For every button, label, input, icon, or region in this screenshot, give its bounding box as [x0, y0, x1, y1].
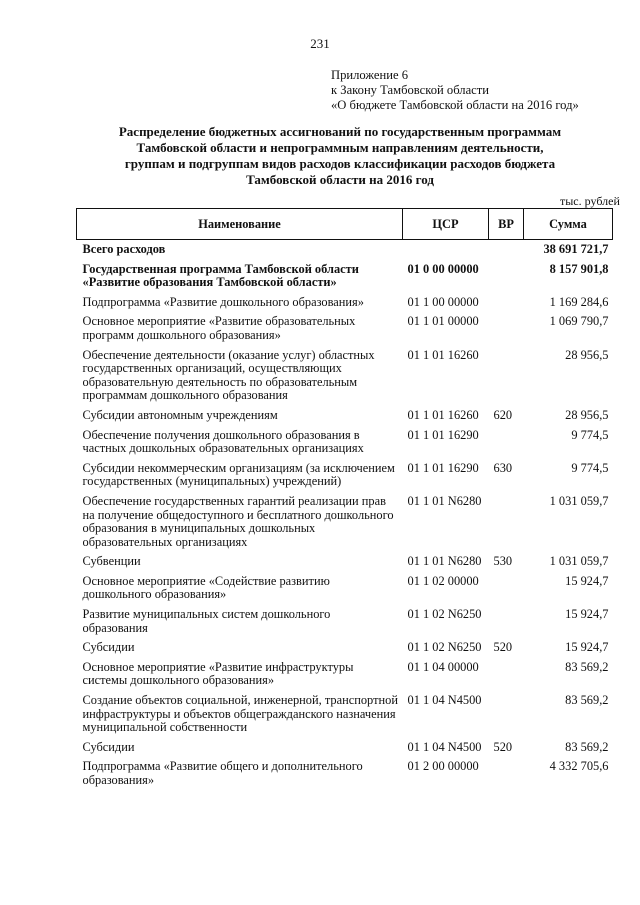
- title-line-4: Тамбовской области на 2016 год: [246, 172, 434, 187]
- row-vr: 530: [493, 554, 513, 569]
- row-sum: 8 157 901,8: [549, 261, 609, 276]
- table-row: [77, 406, 613, 426]
- row-name: Создание объектов социальной, инженерной, транспортной инфраструктуры и объектов общегражданского назначения муниципальной собственности: [82, 693, 398, 735]
- row-sum: 38 691 721,7: [543, 242, 609, 256]
- row-sum: 4 332 705,6: [549, 759, 609, 774]
- table-row: [77, 346, 613, 406]
- row-sum: 1 031 059,7: [549, 493, 609, 508]
- title-line-1: Распределение бюджетных ассигнований по государственным программам: [118, 124, 562, 139]
- row-name: Государственная программа Тамбовской области «Развитие образования Тамбовской области»: [82, 261, 359, 290]
- row-vr: 520: [493, 739, 513, 754]
- row-name: Подпрограмма «Развитие дошкольного образования»: [82, 294, 364, 309]
- annex-block: [331, 68, 579, 113]
- row-name: Обеспечение деятельности (оказание услуг) областных государственных организаций, осуществляющих образовательную деятельность по образовательным программам дошкольного образования: [82, 347, 375, 403]
- row-csr: 01 1 02 N6250: [407, 607, 482, 622]
- row-vr: 620: [493, 407, 513, 422]
- table-row: [77, 738, 613, 758]
- row-vr: [489, 260, 524, 293]
- row-csr: 01 1 01 00000: [407, 314, 479, 329]
- header-vr: ВР: [489, 209, 524, 240]
- row-name: Субсидии: [82, 739, 135, 754]
- annex-line-2: к Закону Тамбовской области: [331, 83, 489, 97]
- row-vr: [489, 240, 524, 260]
- row-name: Субвенции: [82, 554, 141, 569]
- table-row: [77, 260, 613, 293]
- row-name: Субсидии: [82, 640, 135, 655]
- title-line-2: Тамбовской области и непрограммным направлениям деятельности,: [136, 140, 544, 155]
- table-row: [77, 426, 613, 459]
- row-vr: [489, 605, 524, 638]
- header-sum: Сумма: [524, 209, 613, 240]
- row-vr: [489, 312, 524, 345]
- budget-table: [76, 208, 613, 791]
- row-csr: 01 1 01 16290: [407, 427, 479, 442]
- row-name: Субсидии автономным учреждениям: [82, 407, 278, 422]
- row-sum: 15 924,7: [565, 640, 609, 655]
- row-sum: 83 569,2: [565, 659, 609, 674]
- row-csr: 01 1 01 16260: [407, 407, 479, 422]
- row-sum: 1 069 790,7: [549, 314, 609, 329]
- row-csr: 01 1 00 00000: [407, 294, 479, 309]
- table-row: [77, 492, 613, 552]
- row-sum: 1 169 284,6: [549, 294, 609, 309]
- table-header-row: [77, 209, 613, 240]
- row-name: Всего расходов: [82, 242, 166, 256]
- row-csr: 01 1 04 N4500: [407, 739, 482, 754]
- table-row: [77, 605, 613, 638]
- row-vr: [489, 658, 524, 691]
- annex-line-3: «О бюджете Тамбовской области на 2016 год»: [331, 98, 579, 112]
- row-name: Обеспечение государственных гарантий реализации прав на получение общедоступного и бесплатного дошкольного образования в муниципальных дошкольных образовательных организациях: [82, 493, 394, 549]
- table-row: [77, 293, 613, 313]
- row-name: Субсидии некоммерческим организациям (за исключением государственных (муниципальных) учреждений): [82, 460, 395, 489]
- row-name: Развитие муниципальных систем дошкольного образования: [82, 607, 331, 635]
- row-csr: 01 1 01 N6280: [407, 554, 482, 569]
- title-line-3: группам и подгруппам видов расходов классификации расходов бюджета: [124, 156, 556, 171]
- row-sum: 83 569,2: [565, 693, 609, 708]
- table-row: [77, 459, 613, 492]
- row-vr: [489, 691, 524, 738]
- row-sum: 83 569,2: [565, 739, 609, 754]
- row-csr: 01 1 01 N6280: [407, 493, 482, 508]
- table-row: [77, 691, 613, 738]
- row-vr: [489, 346, 524, 406]
- row-sum: 15 924,7: [565, 607, 609, 622]
- page-number: 231: [310, 36, 330, 51]
- row-sum: 28 956,5: [565, 407, 609, 422]
- row-csr: 01 0 00 00000: [407, 261, 479, 276]
- table-row: [77, 572, 613, 605]
- row-name: Основное мероприятие «Развитие инфраструктуры системы дошкольного образования»: [82, 659, 354, 688]
- units-label: тыс. рублей: [560, 194, 620, 208]
- table-row: [77, 658, 613, 691]
- row-csr: 01 1 02 00000: [407, 573, 479, 588]
- row-vr: 630: [493, 460, 513, 475]
- row-csr: 01 1 01 16290: [407, 460, 479, 475]
- table-row: [77, 638, 613, 658]
- table-row: [77, 312, 613, 345]
- row-name: Подпрограмма «Развитие общего и дополнительного образования»: [82, 759, 363, 787]
- annex-line-1: Приложение 6: [331, 68, 409, 82]
- row-sum: 9 774,5: [571, 427, 609, 442]
- row-name: Основное мероприятие «Содействие развитию дошкольного образования»: [82, 573, 330, 602]
- table-row: [77, 552, 613, 572]
- row-csr: 01 1 02 N6250: [407, 640, 482, 655]
- row-vr: 520: [493, 640, 513, 655]
- row-csr: 01 1 01 16260: [407, 347, 479, 362]
- row-sum: 15 924,7: [565, 573, 609, 588]
- row-vr: [489, 426, 524, 459]
- header-csr: ЦСР: [403, 209, 489, 240]
- row-vr: [489, 293, 524, 313]
- row-csr: 01 1 04 N4500: [407, 693, 482, 708]
- header-name: Наименование: [77, 209, 403, 240]
- table-row: [77, 240, 613, 260]
- row-name: Обеспечение получения дошкольного образования в частных дошкольных образовательных организациях: [82, 427, 364, 456]
- table-row: [77, 757, 613, 790]
- row-vr: [489, 492, 524, 552]
- row-csr: 01 2 00 00000: [407, 759, 479, 774]
- row-sum: 1 031 059,7: [549, 554, 609, 569]
- row-csr: 01 1 04 00000: [407, 659, 479, 674]
- row-sum: 28 956,5: [565, 347, 609, 362]
- row-vr: [489, 757, 524, 790]
- document-title: [70, 124, 610, 188]
- row-csr: [403, 240, 489, 260]
- row-sum: 9 774,5: [571, 460, 609, 475]
- row-name: Основное мероприятие «Развитие образовательных программ дошкольного образования»: [82, 314, 356, 342]
- row-vr: [489, 572, 524, 605]
